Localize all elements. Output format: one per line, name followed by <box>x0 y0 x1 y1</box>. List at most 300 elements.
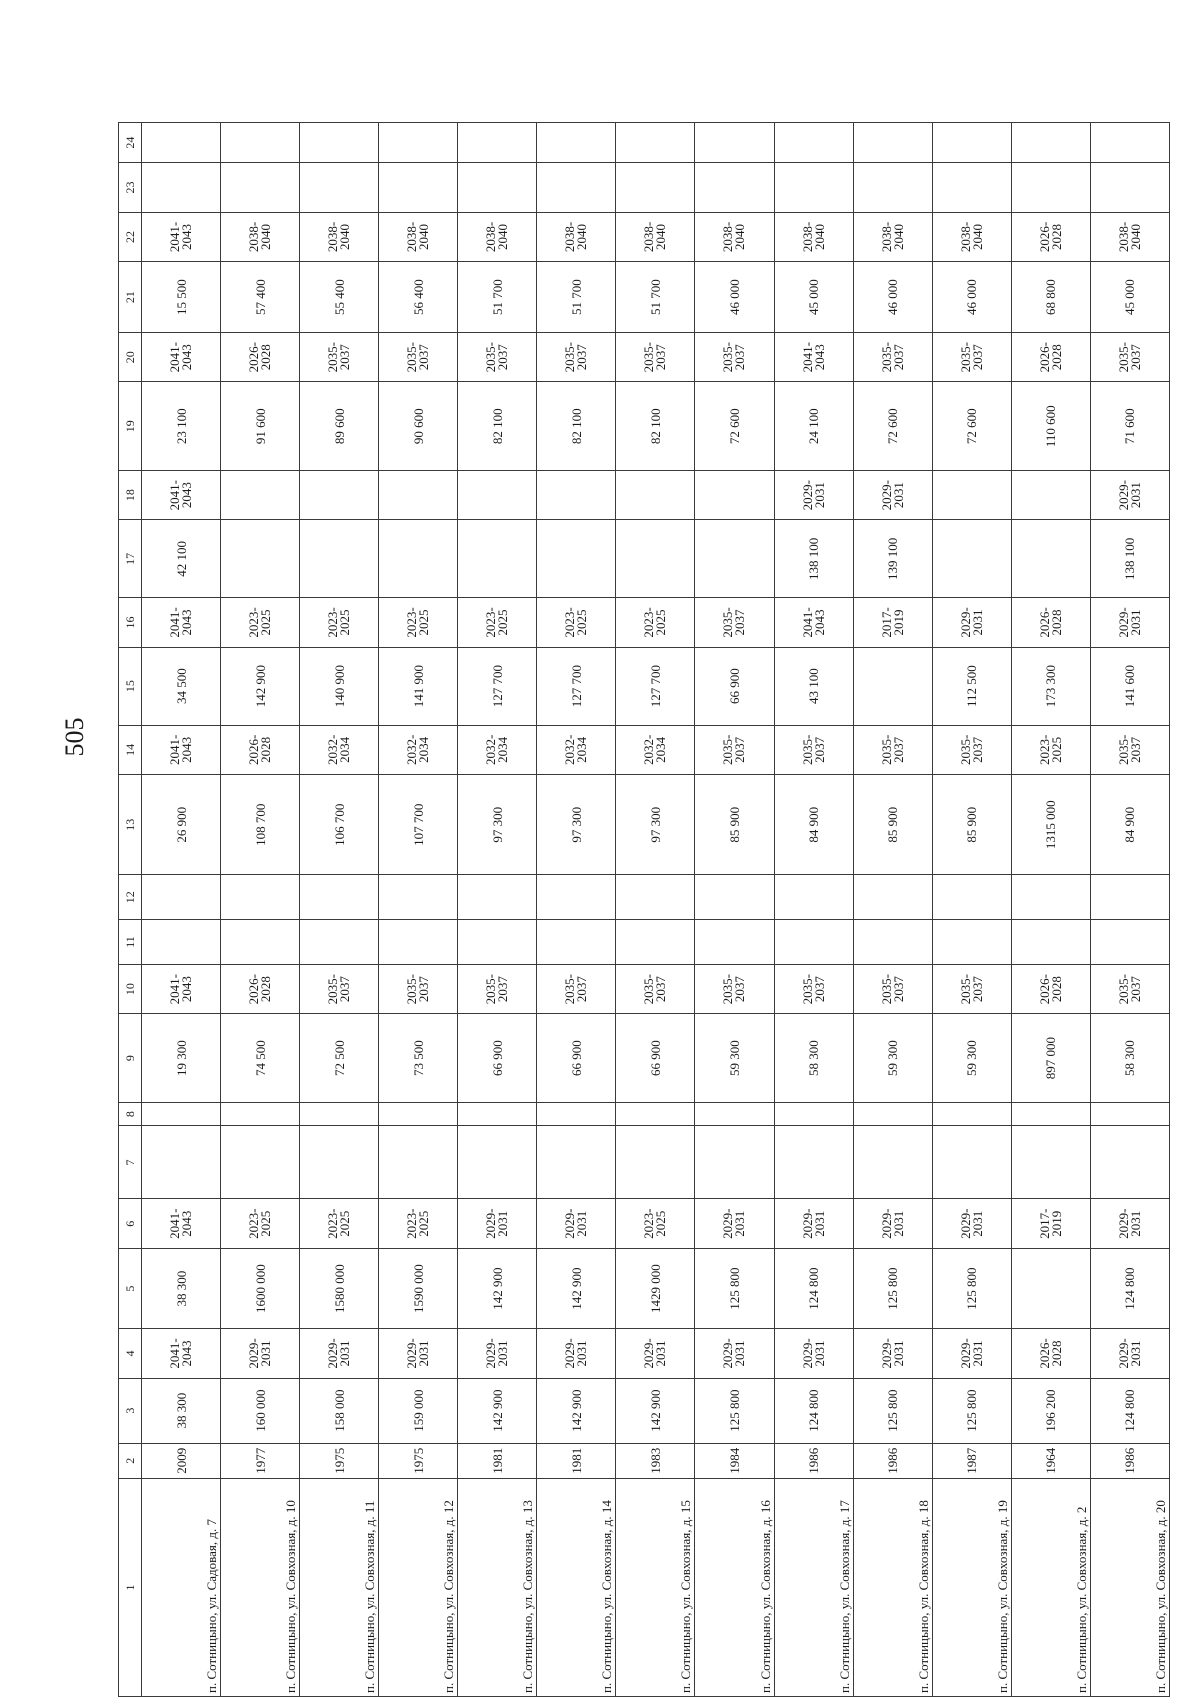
page-number: 505 <box>60 717 89 757</box>
value-cell: 142 900 <box>221 647 300 725</box>
value-cell <box>1090 1126 1169 1199</box>
period-cell: 2035-2037 <box>379 332 458 382</box>
period-cell <box>537 470 616 520</box>
value-cell: 2009 <box>142 1443 221 1478</box>
table-row <box>1011 123 1090 1697</box>
value-cell: 55 400 <box>300 262 379 333</box>
period-cell: 2023-2025 <box>616 598 695 648</box>
period-cell: 2026-2028 <box>221 964 300 1014</box>
value-cell <box>695 875 774 920</box>
value-cell <box>774 1126 853 1199</box>
value-cell: 71 600 <box>1090 382 1169 470</box>
value-cell <box>1011 163 1090 213</box>
value-cell <box>616 1102 695 1126</box>
address-cell: п. Сотницыно, ул. Совхозная, д. 19 <box>932 1478 1011 1696</box>
value-cell <box>221 520 300 598</box>
period-cell: 2038-2040 <box>616 212 695 262</box>
value-cell: 1987 <box>932 1443 1011 1478</box>
value-cell <box>458 1126 537 1199</box>
table-row <box>300 123 379 1697</box>
period-cell: 2032-2034 <box>458 725 537 775</box>
period-cell: 2041-2043 <box>774 598 853 648</box>
value-cell: 1986 <box>853 1443 932 1478</box>
period-cell: 2035-2037 <box>537 332 616 382</box>
table-row <box>458 123 537 1697</box>
address-cell: п. Сотницыно, ул. Совхозная, д. 13 <box>458 1478 537 1696</box>
column-number: 10 <box>119 964 142 1014</box>
period-cell: 2035-2037 <box>616 332 695 382</box>
column-number: 24 <box>119 123 142 163</box>
period-cell <box>1011 470 1090 520</box>
value-cell: 127 700 <box>537 647 616 725</box>
period-cell: 2029-2031 <box>932 1329 1011 1379</box>
value-cell <box>1011 920 1090 965</box>
value-cell: 196 200 <box>1011 1378 1090 1443</box>
value-cell: 85 900 <box>853 775 932 875</box>
column-number: 14 <box>119 725 142 775</box>
column-number: 21 <box>119 262 142 333</box>
value-cell: 24 100 <box>774 382 853 470</box>
value-cell: 74 500 <box>221 1014 300 1102</box>
period-cell: 2038-2040 <box>774 212 853 262</box>
value-cell: 46 000 <box>695 262 774 333</box>
value-cell: 66 900 <box>695 647 774 725</box>
value-cell <box>458 1102 537 1126</box>
value-cell <box>458 163 537 213</box>
value-cell <box>1011 520 1090 598</box>
column-number: 13 <box>119 775 142 875</box>
value-cell <box>695 123 774 163</box>
period-cell: 2035-2037 <box>300 332 379 382</box>
period-cell: 2029-2031 <box>695 1329 774 1379</box>
period-cell: 2041-2043 <box>142 598 221 648</box>
value-cell: 66 900 <box>616 1014 695 1102</box>
value-cell <box>853 920 932 965</box>
period-cell: 2023-2025 <box>300 598 379 648</box>
column-number: 20 <box>119 332 142 382</box>
column-number: 1 <box>119 1478 142 1696</box>
period-cell: 2038-2040 <box>221 212 300 262</box>
period-cell: 2035-2037 <box>774 964 853 1014</box>
value-cell: 125 800 <box>695 1249 774 1329</box>
period-cell: 2035-2037 <box>932 725 1011 775</box>
value-cell: 89 600 <box>300 382 379 470</box>
period-cell: 2041-2043 <box>142 964 221 1014</box>
value-cell <box>616 875 695 920</box>
value-cell <box>774 123 853 163</box>
table-row <box>221 123 300 1697</box>
period-cell: 2041-2043 <box>142 725 221 775</box>
value-cell <box>300 520 379 598</box>
data-table <box>118 122 1170 1697</box>
value-cell: 38 300 <box>142 1378 221 1443</box>
address-cell: п. Сотницыно, ул. Совхозная, д. 12 <box>379 1478 458 1696</box>
period-cell: 2029-2031 <box>774 1329 853 1379</box>
value-cell: 125 800 <box>853 1378 932 1443</box>
value-cell: 51 700 <box>537 262 616 333</box>
period-cell: 2041-2043 <box>142 212 221 262</box>
value-cell: 1981 <box>458 1443 537 1478</box>
value-cell: 158 000 <box>300 1378 379 1443</box>
column-number: 6 <box>119 1199 142 1249</box>
period-cell: 2023-2025 <box>379 598 458 648</box>
value-cell: 125 800 <box>853 1249 932 1329</box>
table-row <box>537 123 616 1697</box>
period-cell: 2029-2031 <box>932 1199 1011 1249</box>
value-cell: 38 300 <box>142 1249 221 1329</box>
column-number: 5 <box>119 1249 142 1329</box>
period-cell: 2035-2037 <box>379 964 458 1014</box>
value-cell <box>1090 920 1169 965</box>
column-number-row <box>119 123 142 1697</box>
value-cell <box>379 163 458 213</box>
value-cell <box>932 1102 1011 1126</box>
value-cell: 142 900 <box>458 1378 537 1443</box>
period-cell: 2041-2043 <box>142 332 221 382</box>
value-cell: 43 100 <box>774 647 853 725</box>
value-cell: 85 900 <box>695 775 774 875</box>
value-cell <box>932 123 1011 163</box>
column-number: 4 <box>119 1329 142 1379</box>
value-cell <box>695 163 774 213</box>
period-cell: 2029-2031 <box>300 1329 379 1379</box>
table-row <box>695 123 774 1697</box>
value-cell <box>221 920 300 965</box>
period-cell <box>300 470 379 520</box>
period-cell: 2023-2025 <box>221 1199 300 1249</box>
column-number: 7 <box>119 1126 142 1199</box>
column-number: 15 <box>119 647 142 725</box>
value-cell: 159 000 <box>379 1378 458 1443</box>
period-cell: 2026-2028 <box>1011 212 1090 262</box>
period-cell: 2035-2037 <box>1090 332 1169 382</box>
period-cell: 2041-2043 <box>142 470 221 520</box>
value-cell <box>1090 875 1169 920</box>
value-cell <box>379 1102 458 1126</box>
value-cell: 140 900 <box>300 647 379 725</box>
value-cell <box>1011 123 1090 163</box>
value-cell <box>1011 1126 1090 1199</box>
value-cell: 1983 <box>616 1443 695 1478</box>
value-cell <box>458 875 537 920</box>
period-cell: 2023-2025 <box>616 1199 695 1249</box>
value-cell: 58 300 <box>774 1014 853 1102</box>
address-cell: п. Сотницыно, ул. Совхозная, д. 14 <box>537 1478 616 1696</box>
value-cell <box>616 163 695 213</box>
period-cell: 2032-2034 <box>300 725 379 775</box>
value-cell: 138 100 <box>1090 520 1169 598</box>
value-cell <box>300 163 379 213</box>
period-cell: 2041-2043 <box>142 1329 221 1379</box>
column-number: 3 <box>119 1378 142 1443</box>
value-cell: 127 700 <box>616 647 695 725</box>
period-cell: 2023-2025 <box>379 1199 458 1249</box>
address-cell: п. Сотницыно, ул. Совхозная, д. 17 <box>774 1478 853 1696</box>
value-cell <box>142 875 221 920</box>
period-cell: 2017-2019 <box>853 598 932 648</box>
period-cell: 2029-2031 <box>695 1199 774 1249</box>
value-cell <box>932 520 1011 598</box>
value-cell: 1981 <box>537 1443 616 1478</box>
value-cell <box>932 1126 1011 1199</box>
value-cell: 1975 <box>379 1443 458 1478</box>
period-cell: 2023-2025 <box>537 598 616 648</box>
period-cell: 2035-2037 <box>695 964 774 1014</box>
value-cell: 46 000 <box>932 262 1011 333</box>
value-cell: 84 900 <box>1090 775 1169 875</box>
value-cell: 51 700 <box>616 262 695 333</box>
value-cell <box>379 875 458 920</box>
address-cell: п. Сотницыно, ул. Совхозная, д. 20 <box>1090 1478 1169 1696</box>
column-number: 8 <box>119 1102 142 1126</box>
value-cell: 85 900 <box>932 775 1011 875</box>
period-cell: 2035-2037 <box>300 964 379 1014</box>
value-cell: 19 300 <box>142 1014 221 1102</box>
address-cell: п. Сотницыно, ул. Совхозная, д. 15 <box>616 1478 695 1696</box>
value-cell <box>537 920 616 965</box>
period-cell: 2038-2040 <box>458 212 537 262</box>
period-cell: 2029-2031 <box>221 1329 300 1379</box>
value-cell: 141 600 <box>1090 647 1169 725</box>
value-cell <box>221 1126 300 1199</box>
value-cell <box>142 163 221 213</box>
value-cell: 66 900 <box>458 1014 537 1102</box>
value-cell: 23 100 <box>142 382 221 470</box>
value-cell: 82 100 <box>537 382 616 470</box>
period-cell: 2038-2040 <box>379 212 458 262</box>
table-row <box>379 123 458 1697</box>
value-cell <box>300 123 379 163</box>
column-number: 9 <box>119 1014 142 1102</box>
period-cell: 2029-2031 <box>379 1329 458 1379</box>
period-cell <box>458 470 537 520</box>
value-cell <box>142 1102 221 1126</box>
value-cell: 138 100 <box>774 520 853 598</box>
value-cell <box>853 1102 932 1126</box>
period-cell: 2035-2037 <box>695 598 774 648</box>
value-cell: 1590 000 <box>379 1249 458 1329</box>
table-row <box>932 123 1011 1697</box>
period-cell: 2035-2037 <box>932 964 1011 1014</box>
value-cell <box>932 875 1011 920</box>
value-cell <box>853 647 932 725</box>
value-cell: 142 900 <box>537 1378 616 1443</box>
period-cell: 2035-2037 <box>853 725 932 775</box>
value-cell: 97 300 <box>616 775 695 875</box>
period-cell: 2023-2025 <box>300 1199 379 1249</box>
period-cell: 2023-2025 <box>221 598 300 648</box>
period-cell: 2029-2031 <box>932 598 1011 648</box>
period-cell: 2035-2037 <box>853 332 932 382</box>
value-cell <box>221 1102 300 1126</box>
value-cell: 59 300 <box>853 1014 932 1102</box>
period-cell: 2038-2040 <box>1090 212 1169 262</box>
value-cell <box>300 875 379 920</box>
value-cell: 66 900 <box>537 1014 616 1102</box>
value-cell <box>695 520 774 598</box>
period-cell: 2041-2043 <box>142 1199 221 1249</box>
value-cell <box>1090 1102 1169 1126</box>
period-cell: 2035-2037 <box>1090 964 1169 1014</box>
column-number: 16 <box>119 598 142 648</box>
value-cell: 72 500 <box>300 1014 379 1102</box>
address-cell: п. Сотницыно, ул. Садовая, д. 7 <box>142 1478 221 1696</box>
table-row <box>1090 123 1169 1697</box>
value-cell: 124 800 <box>1090 1249 1169 1329</box>
value-cell <box>537 520 616 598</box>
value-cell <box>379 520 458 598</box>
value-cell: 97 300 <box>537 775 616 875</box>
value-cell <box>853 875 932 920</box>
value-cell: 1580 000 <box>300 1249 379 1329</box>
value-cell: 141 900 <box>379 647 458 725</box>
value-cell: 106 700 <box>300 775 379 875</box>
value-cell <box>1011 1249 1090 1329</box>
value-cell <box>458 123 537 163</box>
value-cell: 1977 <box>221 1443 300 1478</box>
value-cell <box>774 163 853 213</box>
value-cell <box>1011 1102 1090 1126</box>
value-cell: 42 100 <box>142 520 221 598</box>
value-cell: 97 300 <box>458 775 537 875</box>
value-cell: 1315 000 <box>1011 775 1090 875</box>
value-cell: 45 000 <box>1090 262 1169 333</box>
period-cell <box>616 470 695 520</box>
value-cell: 82 100 <box>616 382 695 470</box>
period-cell: 2029-2031 <box>853 1199 932 1249</box>
table-row <box>616 123 695 1697</box>
value-cell: 1964 <box>1011 1443 1090 1478</box>
value-cell <box>774 1102 853 1126</box>
value-cell <box>695 1126 774 1199</box>
value-cell: 124 800 <box>774 1249 853 1329</box>
value-cell: 34 500 <box>142 647 221 725</box>
value-cell <box>379 123 458 163</box>
value-cell: 142 900 <box>537 1249 616 1329</box>
value-cell <box>142 123 221 163</box>
value-cell: 124 800 <box>774 1378 853 1443</box>
value-cell: 51 700 <box>458 262 537 333</box>
value-cell <box>1011 875 1090 920</box>
value-cell: 125 800 <box>695 1378 774 1443</box>
value-cell <box>300 920 379 965</box>
period-cell: 2029-2031 <box>616 1329 695 1379</box>
value-cell: 173 300 <box>1011 647 1090 725</box>
value-cell <box>853 123 932 163</box>
period-cell: 2029-2031 <box>853 1329 932 1379</box>
value-cell: 72 600 <box>695 382 774 470</box>
value-cell: 68 800 <box>1011 262 1090 333</box>
value-cell <box>616 520 695 598</box>
period-cell: 2017-2019 <box>1011 1199 1090 1249</box>
value-cell <box>1090 163 1169 213</box>
column-number: 17 <box>119 520 142 598</box>
value-cell: 112 500 <box>932 647 1011 725</box>
value-cell: 1975 <box>300 1443 379 1478</box>
period-cell: 2035-2037 <box>932 332 1011 382</box>
value-cell: 90 600 <box>379 382 458 470</box>
table-row <box>142 123 221 1697</box>
period-cell: 2035-2037 <box>458 332 537 382</box>
value-cell: 110 600 <box>1011 382 1090 470</box>
period-cell: 2035-2037 <box>853 964 932 1014</box>
address-cell: п. Сотницыно, ул. Совхозная, д. 16 <box>695 1478 774 1696</box>
address-cell: п. Сотницыно, ул. Совхозная, д. 11 <box>300 1478 379 1696</box>
period-cell: 2029-2031 <box>458 1329 537 1379</box>
period-cell: 2029-2031 <box>458 1199 537 1249</box>
value-cell: 46 000 <box>853 262 932 333</box>
column-number: 2 <box>119 1443 142 1478</box>
period-cell: 2038-2040 <box>932 212 1011 262</box>
value-cell <box>537 1102 616 1126</box>
period-cell: 2038-2040 <box>695 212 774 262</box>
value-cell <box>774 920 853 965</box>
column-number: 12 <box>119 875 142 920</box>
value-cell: 1429 000 <box>616 1249 695 1329</box>
value-cell <box>774 875 853 920</box>
period-cell <box>379 470 458 520</box>
value-cell <box>221 123 300 163</box>
value-cell: 107 700 <box>379 775 458 875</box>
value-cell: 125 800 <box>932 1378 1011 1443</box>
period-cell: 2029-2031 <box>1090 470 1169 520</box>
value-cell: 124 800 <box>1090 1378 1169 1443</box>
column-number: 19 <box>119 382 142 470</box>
period-cell <box>695 470 774 520</box>
value-cell <box>300 1102 379 1126</box>
period-cell: 2023-2025 <box>1011 725 1090 775</box>
value-cell: 82 100 <box>458 382 537 470</box>
value-cell: 15 500 <box>142 262 221 333</box>
column-number: 22 <box>119 212 142 262</box>
value-cell <box>1090 123 1169 163</box>
value-cell <box>379 920 458 965</box>
value-cell <box>537 875 616 920</box>
period-cell: 2032-2034 <box>616 725 695 775</box>
value-cell: 1600 000 <box>221 1249 300 1329</box>
value-cell <box>695 1102 774 1126</box>
value-cell <box>616 920 695 965</box>
value-cell <box>616 123 695 163</box>
value-cell <box>458 920 537 965</box>
period-cell: 2026-2028 <box>1011 332 1090 382</box>
value-cell <box>300 1126 379 1199</box>
value-cell <box>695 920 774 965</box>
value-cell: 59 300 <box>695 1014 774 1102</box>
value-cell: 1984 <box>695 1443 774 1478</box>
value-cell <box>221 875 300 920</box>
table-row <box>774 123 853 1697</box>
value-cell: 59 300 <box>932 1014 1011 1102</box>
value-cell: 160 000 <box>221 1378 300 1443</box>
value-cell <box>537 123 616 163</box>
value-cell: 142 900 <box>458 1249 537 1329</box>
period-cell: 2029-2031 <box>1090 1329 1169 1379</box>
address-cell: п. Сотницыно, ул. Совхозная, д. 2 <box>1011 1478 1090 1696</box>
value-cell <box>537 163 616 213</box>
period-cell: 2029-2031 <box>853 470 932 520</box>
address-cell: п. Сотницыно, ул. Совхозная, д. 10 <box>221 1478 300 1696</box>
value-cell <box>537 1126 616 1199</box>
value-cell <box>932 163 1011 213</box>
value-cell <box>379 1126 458 1199</box>
period-cell <box>932 470 1011 520</box>
period-cell: 2041-2043 <box>774 332 853 382</box>
value-cell: 897 000 <box>1011 1014 1090 1102</box>
period-cell: 2023-2025 <box>458 598 537 648</box>
column-number: 11 <box>119 920 142 965</box>
address-cell: п. Сотницыно, ул. Совхозная, д. 18 <box>853 1478 932 1696</box>
